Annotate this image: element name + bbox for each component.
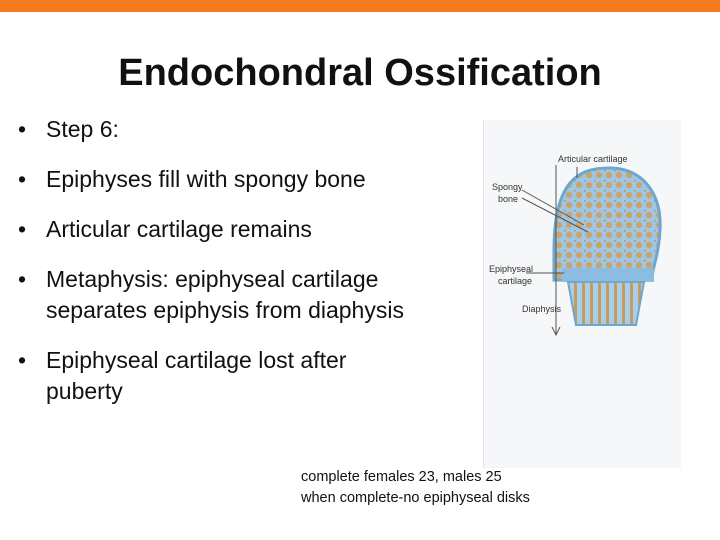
bullet-dot: • bbox=[18, 216, 27, 242]
label-epiphyseal-cartilage-line1: Epiphyseal bbox=[489, 264, 534, 274]
diaphysis-shape bbox=[568, 282, 644, 325]
bullet-dot: • bbox=[18, 116, 27, 142]
bullet-dot: • bbox=[18, 347, 27, 373]
bullet-item bbox=[18, 345, 406, 407]
bone-diagram bbox=[483, 120, 681, 468]
bullet-item bbox=[18, 114, 468, 145]
bullet-dot: • bbox=[18, 266, 27, 292]
bullet-text: Articular cartilage remains bbox=[46, 216, 312, 242]
bullet-text: Metaphysis: epiphyseal cartilage separates epiphysis from diaphysis bbox=[46, 266, 404, 323]
label-diaphysis: Diaphysis bbox=[522, 304, 562, 314]
footnote-line: when complete-no epiphyseal disks bbox=[301, 490, 530, 506]
bullet-dot: • bbox=[18, 166, 27, 192]
bone-illustration bbox=[484, 120, 681, 468]
label-spongy-bone-line2: bone bbox=[498, 194, 519, 204]
epiphysis-shape bbox=[554, 168, 660, 280]
epiphyseal-plate bbox=[562, 268, 654, 282]
bullet-item bbox=[18, 264, 446, 326]
bullet-item bbox=[18, 214, 468, 245]
footnote bbox=[301, 467, 530, 509]
bullet-list bbox=[18, 114, 468, 426]
label-articular-cartilage: Articular cartilage bbox=[558, 154, 628, 164]
footnote-line: complete females 23, males 25 bbox=[301, 469, 502, 485]
bullet-text: Epiphyses fill with spongy bone bbox=[46, 166, 366, 192]
label-spongy-bone-line1: Spongy bbox=[492, 182, 523, 192]
bullet-text: Step 6: bbox=[46, 116, 119, 142]
bullet-text: Epiphyseal cartilage lost after puberty bbox=[46, 347, 347, 404]
slide-title: Endochondral Ossification bbox=[118, 52, 602, 94]
top-accent-bar bbox=[0, 0, 720, 12]
label-epiphyseal-cartilage-line2: cartilage bbox=[498, 276, 533, 286]
bullet-item bbox=[18, 164, 468, 195]
